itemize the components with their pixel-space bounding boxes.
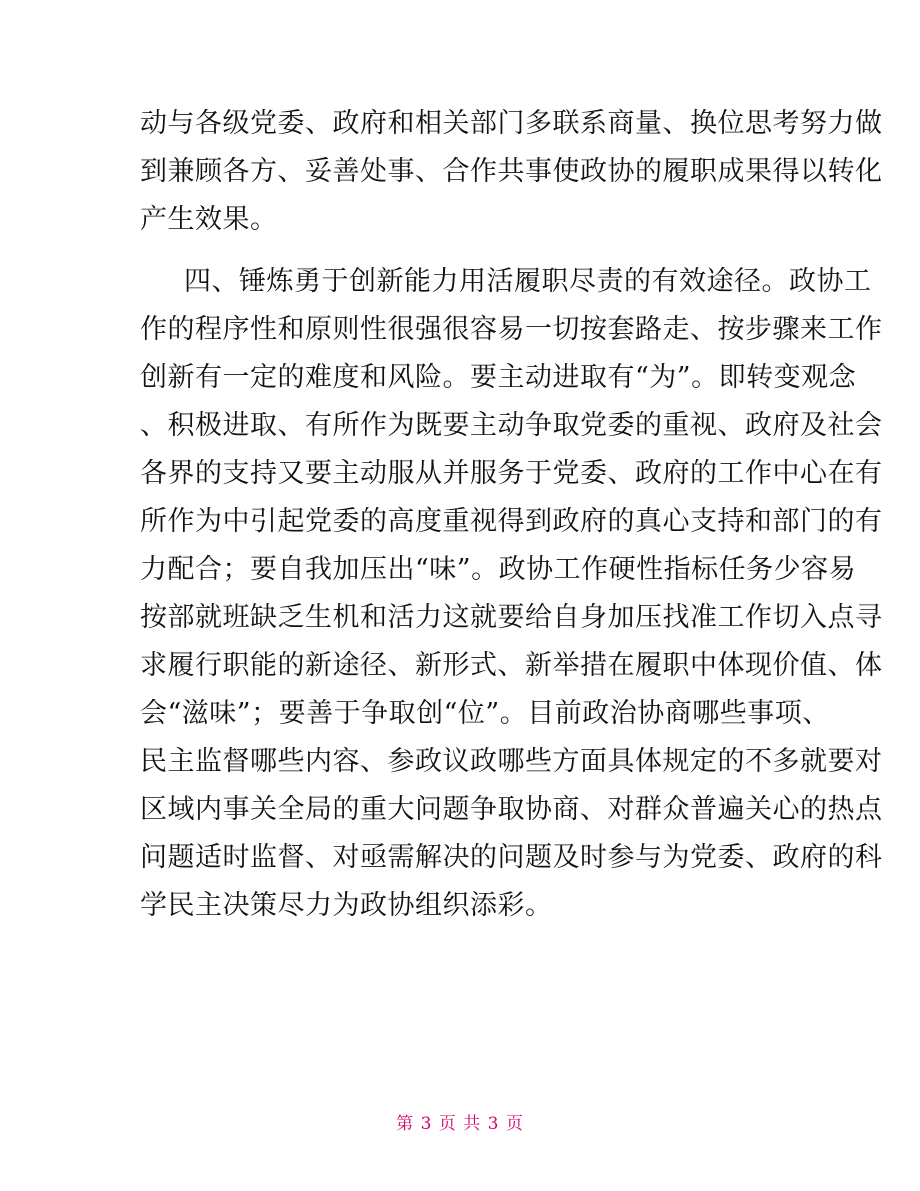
paragraph-1-line-2: 到兼顾各方、妥善处事、合作共事使政协的履职成果得以转化	[140, 156, 883, 187]
body-text	[140, 100, 883, 930]
paragraph-2-line-2: 作的程序性和原则性很强很容易一切按套路走、按步骤来工作	[140, 314, 883, 345]
paragraph-1-line-3: 产生效果。	[140, 204, 278, 235]
paragraph-2-line-12: 区域内事关全局的重大问题争取协商、对群众普遍关心的热点	[140, 794, 883, 825]
page-number-footer: 第 3 页 共 3 页	[396, 1114, 524, 1134]
paragraph-2-line-4: 、积极进取、有所作为既要主动争取党委的重视、政府及社会	[140, 410, 883, 441]
paragraph-2-line-3: 创新有一定的难度和风险。要主动进取有“为”。即转变观念	[140, 362, 857, 393]
paragraph-2-line-8: 按部就班缺乏生机和活力这就要给自身加压找准工作切入点寻	[140, 602, 883, 633]
paragraph-2-line-13: 问题适时监督、对亟需解决的问题及时参与为党委、政府的科	[140, 842, 883, 873]
paragraph-2-line-7: 力配合；要自我加压出“味”。政协工作硬性指标任务少容易	[140, 554, 857, 585]
paragraph-2-line-14: 学民主决策尽力为政协组织添彩。	[140, 890, 553, 921]
paragraph-2-line-5: 各界的支持又要主动服从并服务于党委、政府的工作中心在有	[140, 458, 883, 489]
paragraph-2-line-1: 四、锤炼勇于创新能力用活履职尽责的有效途径。政协工	[184, 266, 872, 297]
paragraph-2-line-11: 民主监督哪些内容、参政议政哪些方面具体规定的不多就要对	[140, 746, 883, 777]
paragraph-2-line-10: 会“滋味”；要善于争取创“位”。目前政治协商哪些事项、	[140, 698, 830, 729]
paragraph-2-line-9: 求履行职能的新途径、新形式、新举措在履职中体现价值、体	[140, 650, 883, 681]
paragraph-1-line-1: 动与各级党委、政府和相关部门多联系商量、换位思考努力做	[140, 108, 883, 139]
paragraph-2-line-6: 所作为中引起党委的高度重视得到政府的真心支持和部门的有	[140, 506, 883, 537]
